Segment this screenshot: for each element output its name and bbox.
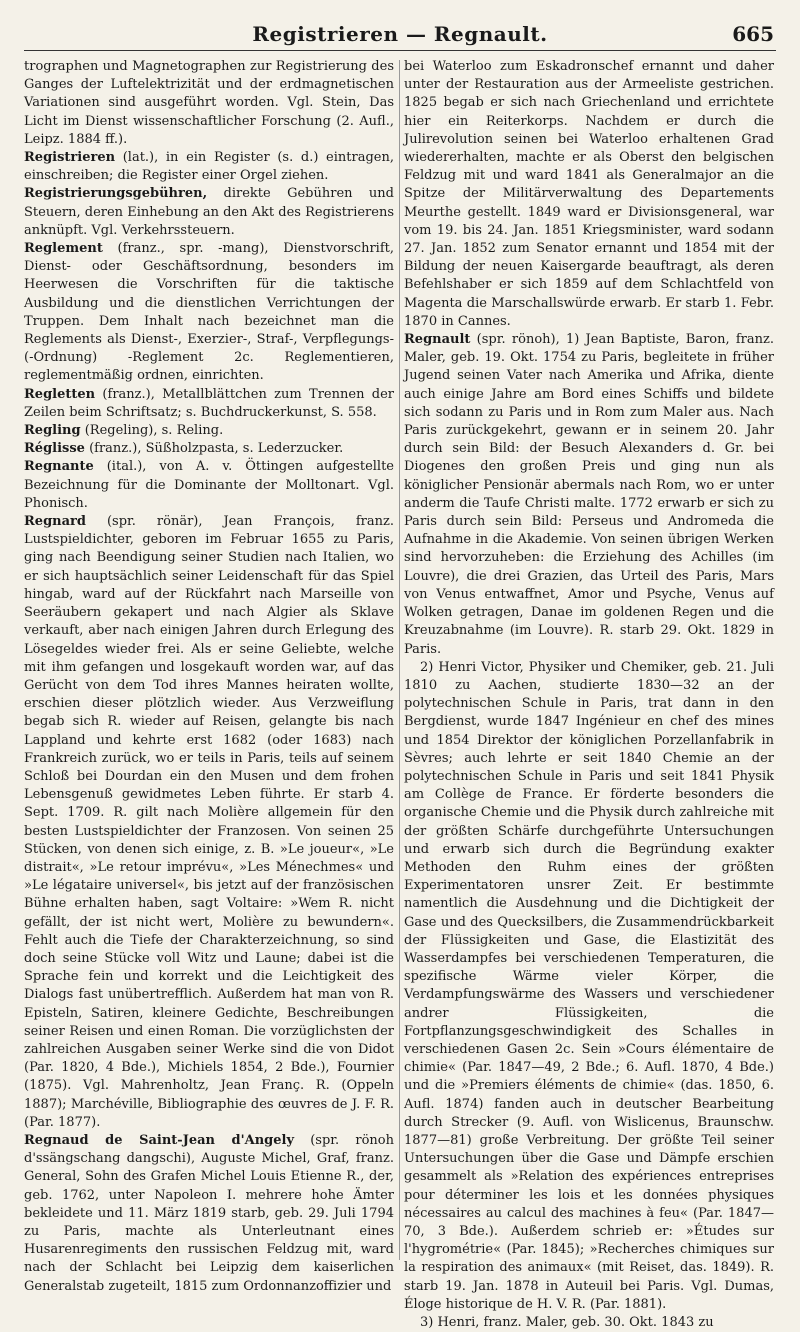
headword: Regnault: [404, 332, 471, 348]
entry-text: (Regeling), s. Reling.: [80, 423, 224, 439]
entry-paragraph: [404, 331, 774, 659]
headword: Regling: [24, 423, 81, 439]
page-header: [24, 18, 776, 51]
entry-paragraph: [24, 440, 394, 458]
entry-text: direkte Gebühren und Steuern, deren Einhebung an den Akt des Registrierens anknüpft. Vgl. Verkehrssteuern.: [24, 186, 394, 238]
entry-paragraph: [24, 386, 394, 422]
entry-text: (spr. rönär), Jean François, franz. Lustspieldichter, geboren im Februar 1655 zu Paris, ging nach Beendigung seiner Studien nach Italien, wo er sich hauptsächlich seiner Leidenschaft für das Spiel hingab, ward auf der Rückfahrt nach Marseille von Seeräubern gekapert und nach Algier als Sklave verkauft, aber nach einigen Jahren durch Erlegung des Lösegeldes wieder frei. Als er seine Geliebte, welche mit ihm gefangen und losgekauft worden war, auf das Gerücht von dem Tod ihres Mannes heiraten wollte, erschien dieser plötzlich wieder. Aus Verzweiflung begab sich R. wieder auf Reisen, gelangte bis nach Lappland und kehrte erst 1682 (oder 1683) nach Frankreich zurück, wo er teils in Paris, teils auf seinem Schloß bei Dourdan ein den Musen und dem frohen Lebensgenuß gewidmetes Leben führte. Er starb 4. Sept. 1709. R. gilt nach Molière allgemein für den besten Lustspieldichter der Franzosen. Von seinen 25 Stücken, von denen sich einige, z. B. »Le joueur«, »Le distrait«, »Le retour imprévu«, »Les Ménechmes« und »Le légataire universel«, bis jetzt auf der französischen Bühne erhalten haben, sagt Voltaire: »Wem R. nicht gefällt, der ist nicht wert, Molière zu bewundern«. Fehlt auch die Tiefe der Charakterzeichnung, so sind doch seine Stücke voll Witz und Laune; dabei ist die Sprache fein und korrekt und die Leichtigkeit des Dialogs fast unübertrefflich. Außerdem hat man von R. Episteln, Satiren, kleinere Gedichte, Beschreibungen seiner Reisen und einen Roman. Die vorzüglichsten der zahlreichen Ausgaben seiner Werke sind die von Didot (Par. 1820, 4 Bde.), Michiels 1854, 2 Bde.), Fournier (1875). Vgl. Mahrenholtz, Jean Franç. R. (Oppeln 1887); Marchéville, Bibliographie des œuvres de J. F. R. (Par. 1877).: [24, 514, 394, 1130]
entry-text: (ital.), von A. v. Öttingen aufgestellte Bezeichnung für die Dominante der Molltonart. Vgl. Phonisch.: [24, 459, 394, 511]
entry-paragraph: [24, 458, 394, 513]
column-divider: [399, 60, 400, 1260]
entry-text: (spr. rönoh d'ssängschang dangschi), Auguste Michel, Graf, franz. General, Sohn des Grafen Michel Louis Etienne R., der, geb. 1762, unter Napoleon I. mehrere hohe Ämter bekleidete und 11. März 1819 starb, geb. 29. Juli 1794 zu Paris, machte als Unterleutnant eines Husarenregiments den russischen Feldzug mit, ward nach der Schlacht bei Leipzig dem kaiserlichen Generalstab zugeteilt, 1815 zum Ordonnanzoffizier und: [24, 1132, 394, 1294]
entry-paragraph: [24, 149, 394, 185]
headword: Regnard: [24, 514, 86, 530]
entry-text: 2) Henri Victor, Physiker und Chemiker, geb. 21. Juli 1810 zu Aachen, studierte 1830—32 an der polytechnischen Schule in Paris, trat dann in den Bergdienst, wurde 1847 Ingénieur en chef des mines und 1854 Direktor der königlichen Porzellanfabrik in Sèvres; auch lehrte er seit 1840 Chemie an der polytechnischen Schule in Paris und seit 1841 Physik am Collège de France. Er förderte besonders die organische Chemie und die Physik durch zahlreiche mit der größten Schärfe durchgeführte Untersuchungen und erwarb sich durch die Begründung exakter Methoden den Ruhm eines der größten Experimentatoren unsrer Zeit. Er bestimmte namentlich die Ausdehnung und die Dichtigkeit der Gase und des Quecksilbers, die Zusammendrückbarkeit der Flüssigkeiten und Gase, die Elastizität des Wasserdampfes bei verschiedenen Temperaturen, die spezifische Wärme vieler Körper, die Verdampfungswärme des Wassers und verschiedener andrer Flüssigkeiten, die Fortpflanzungsgeschwindigkeit des Schalles in verschiedenen Gasen 2c. Sein »Cours élémentaire de chimie« (Par. 1847—49, 2 Bde.; 6. Aufl. 1870, 4 Bde.) und die »Premiers éléments de chimie« (das. 1850, 6. Aufl. 1874) fanden auch in deutscher Bearbeitung durch Strecker (9. Aufl. von Wislicenus, Braunschw. 1877—81) große Verbreitung. Der größte Teil seiner Untersuchungen über die Gase und Dämpfe erschien gesammelt als »Relation des expériences entreprises pour déterminer les lois et les données physiques nécessaires au calcul des machines à feu« (Par. 1847—70, 3 Bde.). Außerdem schrieb er: »Études sur l'hygrométrie« (Par. 1845); »Recherches chimiques sur la respiration des animaux« (mit Reiset, das. 1849). R. starb 19. Jan. 1878 in Auteuil bei Paris. Vgl. Dumas, Éloge historique de H. V. R. (Par. 1881).: [404, 659, 774, 1312]
left-column: [24, 58, 394, 1294]
entry-paragraph: [404, 1314, 774, 1332]
headword: Registrieren: [24, 150, 116, 166]
entry-paragraph: [24, 58, 394, 149]
entry-paragraph: [24, 513, 394, 1132]
entry-paragraph: [24, 185, 394, 240]
entry-paragraph: [404, 58, 774, 331]
entry-text: (lat.), in ein Register (s. d.) eintragen, einschreiben; die Register einer Orgel ziehen.: [24, 150, 394, 184]
entry-text: trographen und Magnetographen zur Registrierung des Ganges der Luftelektrizität und der erdmagnetischen Variationen sind ausgeführt worden. Vgl. Stein, Das Licht im Dienst wissenschaftlicher Forschung (2. Aufl., Leipz. 1884 ff.).: [24, 59, 394, 147]
entry-paragraph: [24, 1132, 394, 1296]
page-number: 665: [732, 22, 774, 46]
headword: Registrierungsgebühren,: [24, 186, 208, 202]
headword: Regnante: [24, 459, 94, 475]
headword: Reglement: [24, 241, 103, 257]
entry-text: (franz., spr. -mang), Dienstvorschrift, Dienst- oder Geschäftsordnung, besonders im Heerwesen die Vorschriften für die taktische Ausbildung und die dienstlichen Verrichtungen der Truppen. Dem Inhalt nach bezeichnet man die Reglements als Dienst-, Exerzier-, Straf-, Verpflegungs- (-Ordnung) -Reglement 2c. Reglementieren, reglementmäßig ordnen, einrichten.: [24, 241, 394, 384]
headword: Regletten: [24, 386, 96, 402]
entry-text: (franz.), Metallblättchen zum Trennen der Zeilen beim Schriftsatz; s. Buchdruckerkunst, S. 558.: [24, 386, 394, 420]
entry-text: (spr. rönoh), 1) Jean Baptiste, Baron, franz. Maler, geb. 19. Okt. 1754 zu Paris, begleitete in früher Jugend seinen Vater nach Amerika und Afrika, diente auch einige Jahre am Bord eines Schiffs und bildete sich sodann zu Paris und in Rom zum Maler aus. Nach Paris zurückgekehrt, gewann er in seinem 20. Jahr durch sein Bild: der Besuch Alexanders d. Gr. bei Diogenes den großen Preis und ging nun als königlicher Pensionär abermals nach Rom, wo er unter anderm die Taufe Christi malte. 1772 erwarb er sich zu Paris durch sein Bild: Perseus und Andromeda die Aufnahme in die Akademie. Von seinen übrigen Werken sind hervorzuheben: die Erziehung des Achilles (im Louvre), die drei Grazien, das Urteil des Paris, Mars von Venus entwaffnet, Amor und Psyche, Venus auf Wolken getragen, Danae im goldenen Regen und die Kreuzabnahme (im Louvre). R. starb 29. Okt. 1829 in Paris.: [404, 332, 774, 657]
right-column: [404, 58, 774, 1331]
headword: Regnaud de Saint-Jean d'Angely: [24, 1132, 295, 1148]
headword: Réglisse: [24, 441, 85, 457]
entry-paragraph: [404, 659, 774, 1314]
entry-paragraph: [24, 422, 394, 440]
entry-paragraph: [24, 240, 394, 386]
entry-text: bei Waterloo zum Eskadronschef ernannt und daher unter der Restauration aus der Armeeliste gestrichen. 1825 begab er sich nach Griechenland und errichtete hier ein Reiterkorps. Nachdem er durch die Julirevolution seinen bei Waterloo erhaltenen Grad wiedererhalten, machte er als Oberst den belgischen Feldzug mit und ward 1841 als Generalmajor an die Spitze der Militärverwaltung des Departements Meurthe gestellt. 1849 ward er Divisionsgeneral, war vom 19. bis 24. Jan. 1851 Kriegsminister, ward sodann 27. Jan. 1852 zum Senator ernannt und 1854 mit der Bildung der neuen Kaisergarde beauftragt, als deren Befehlshaber er sich 1859 auf dem Schlachtfeld von Magenta die Marschallswürde erwarb. Er starb 1. Febr. 1870 in Cannes.: [404, 59, 774, 329]
entry-text: 3) Henri, franz. Maler, geb. 30. Okt. 1843 zu: [420, 1315, 714, 1331]
entry-text: (franz.), Süßholzpasta, s. Lederzucker.: [84, 441, 344, 457]
running-title: Registrieren — Regnault.: [252, 22, 548, 46]
